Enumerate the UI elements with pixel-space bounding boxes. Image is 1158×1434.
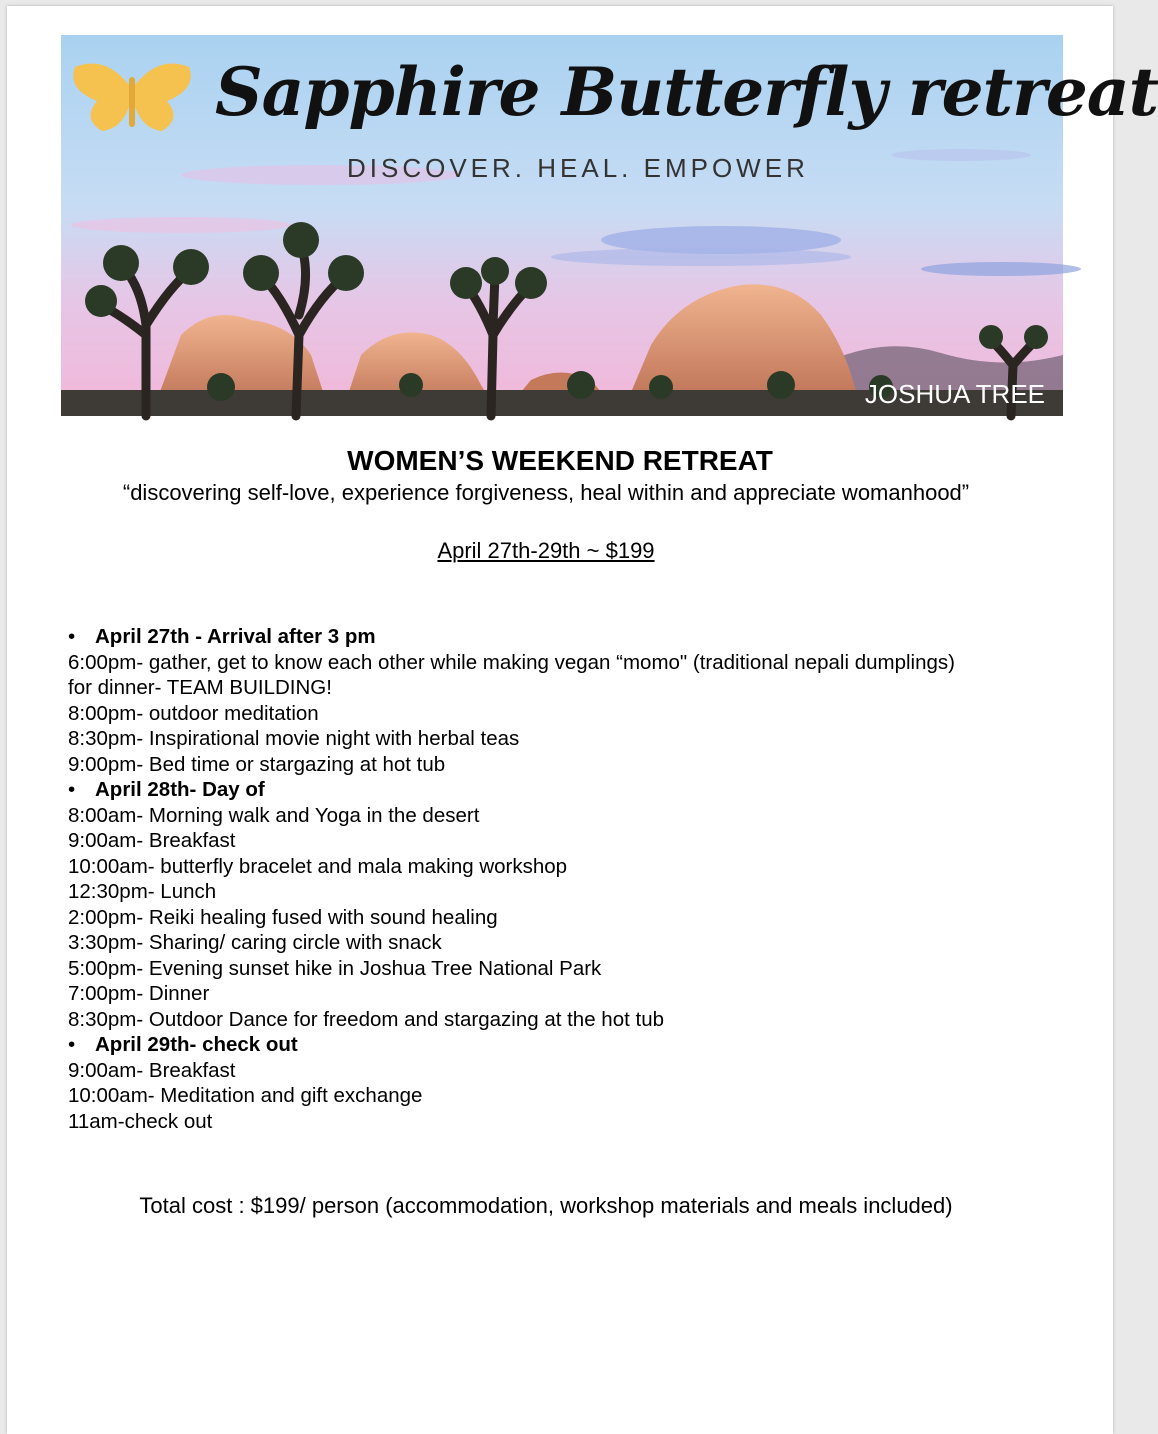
banner-tagline: DISCOVER. HEAL. EMPOWER [347,153,809,183]
banner-image [61,35,1158,416]
list-item: 8:00am- Morning walk and Yoga in the desert [68,803,480,827]
list-item: 7:00pm- Dinner [68,982,210,1005]
list-item: for dinner- TEAM BUILDING! [68,676,332,699]
list-item: 9:00pm- Bed time or stargazing at hot tub [68,752,446,776]
list-item: 8:30pm- Inspirational movie night with herbal teas [68,727,520,750]
day-heading: • April 27th - Arrival after 3 pm [68,625,376,648]
page-title: WOMEN’S WEEKEND RETREAT [347,445,773,476]
list-item: 3:30pm- Sharing/ caring circle with snack [68,931,442,954]
schedule [68,624,1068,1134]
day-heading: • April 28th- Day of [68,778,265,801]
list-item: 8:30pm- Outdoor Dance for freedom and stargazing at the hot tub [68,1007,664,1031]
list-item: 8:00pm- outdoor meditation [68,701,319,725]
list-item: 5:00pm- Evening sunset hike in Joshua Tree National Park [68,956,602,980]
day-heading: • April 29th- check out [68,1033,298,1056]
list-item: 11am-check out [68,1109,213,1133]
banner-location: JOSHUA TREE [864,379,1045,409]
list-item: 2:00pm- Reiki healing fused with sound healing [68,905,498,929]
page-subtitle: “discovering self-love, experience forgiveness, heal within and appreciate womanhood” [122,480,970,505]
list-item: 10:00am- butterfly bracelet and mala making workshop [68,854,568,878]
bullet-icon: • [68,778,76,801]
bullet-icon: • [68,1033,76,1056]
total-cost: Total cost : $199/ person (accommodation, workshop materials and meals included) [139,1193,953,1218]
bullet-icon: • [68,625,76,648]
list-item: 9:00am- Breakfast [68,1058,236,1082]
list-item: 12:30pm- Lunch [68,880,217,903]
banner-title: Sapphire Butterfly retreat [215,53,1158,131]
dates-price: April 27th-29th ~ $199 [437,538,655,563]
list-item: 6:00pm- gather, get to know each other while making vegan “momo" (traditional nepali dumplings) [68,650,955,674]
list-item: 10:00am- Meditation and gift exchange [68,1084,423,1107]
list-item: 9:00am- Breakfast [68,829,236,852]
butterfly-icon [67,49,197,139]
